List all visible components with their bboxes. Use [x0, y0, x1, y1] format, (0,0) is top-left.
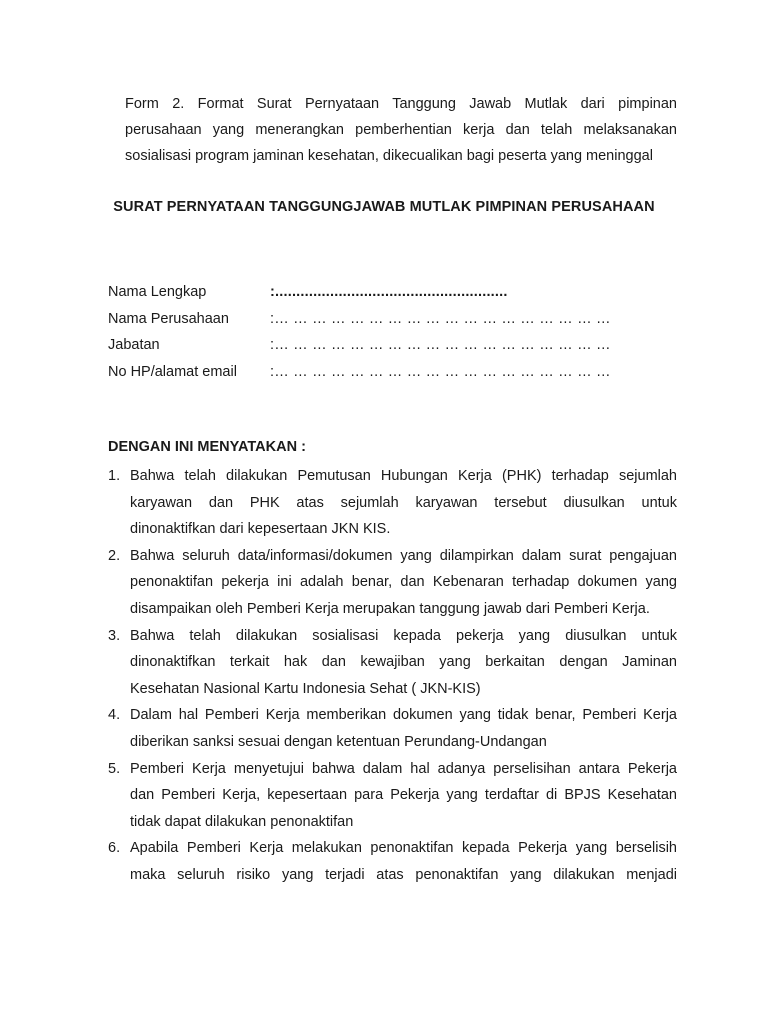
intro-line: Form 2. Format Surat Pernyataan Tanggung Jawab Mutlak dari pimpinan [125, 96, 677, 112]
list-line: Kesehatan Nasional Kartu Indonesia Sehat ( JKN-KIS) [130, 680, 481, 697]
field-value-blank: :… … … … … … … … … … … … … … … … … … [270, 337, 611, 354]
list-line: penonaktifan pekerja ini adalah benar, dan Kebenaran terhadap dokumen yang [130, 574, 677, 591]
list-number: 6. [108, 840, 121, 857]
list-line: diberikan sanksi sesuai dengan ketentuan Perundang-Undangan [130, 733, 547, 750]
identity-fields [108, 279, 668, 385]
list-number: 4. [108, 707, 121, 724]
list-number: 3. [108, 627, 121, 644]
field-label: Jabatan [108, 337, 160, 354]
intro-paragraph [125, 91, 677, 169]
list-item [108, 756, 677, 836]
list-item [108, 835, 677, 888]
list-line: Bahwa telah dilakukan Pemutusan Hubungan Kerja (PHK) terhadap sejumlah [130, 468, 677, 484]
list-line: disampaikan oleh Pemberi Kerja merupakan tanggung jawab dari Pemberi Kerja. [130, 600, 650, 617]
field-label: Nama Perusahaan [108, 310, 229, 327]
field-value-blank: :… … … … … … … … … … … … … … … … … … [270, 310, 611, 327]
list-text [130, 463, 677, 543]
field-value-blank: :....................................................... [270, 284, 508, 301]
document-title: SURAT PERNYATAAN TANGGUNGJAWAB MUTLAK PIMPINAN PERUSAHAAN [113, 199, 655, 215]
list-text [130, 702, 677, 755]
field-row-no-hp-email [108, 359, 668, 386]
field-label: Nama Lengkap [108, 284, 207, 301]
list-item [108, 463, 677, 543]
list-line: dinonaktifkan terkait hak dan kewajiban yang berkaitan dengan Jaminan [130, 654, 677, 671]
statement-heading: DENGAN INI MENYATAKAN : [108, 439, 306, 455]
statement-list [108, 463, 677, 889]
field-label: No HP/alamat email [108, 363, 237, 380]
field-value-blank: :… … … … … … … … … … … … … … … … … … [270, 363, 611, 380]
intro-line: sosialisasi program jaminan kesehatan, dikecualikan bagi peserta yang meninggal [125, 148, 653, 164]
list-line: Pemberi Kerja menyetujui bahwa dalam hal adanya perselisihan antara Pekerja [130, 760, 677, 777]
list-number: 1. [108, 468, 121, 484]
list-text [130, 623, 677, 703]
list-line: Dalam hal Pemberi Kerja memberikan dokumen yang tidak benar, Pemberi Kerja [130, 707, 677, 724]
list-item [108, 543, 677, 623]
intro-line: perusahaan yang menerangkan pemberhentian kerja dan telah melaksanakan [125, 122, 677, 138]
list-item [108, 702, 677, 755]
list-number: 2. [108, 547, 121, 564]
list-line: Bahwa seluruh data/informasi/dokumen yang dilampirkan dalam surat pengajuan [130, 547, 677, 564]
list-text [130, 835, 677, 888]
list-line: Bahwa telah dilakukan sosialisasi kepada pekerja yang diusulkan untuk [130, 627, 677, 644]
list-line: tidak dapat dilakukan penonaktifan [130, 813, 354, 830]
field-row-nama-perusahaan [108, 306, 668, 333]
list-line: dan Pemberi Kerja, kepesertaan para Pekerja yang terdaftar di BPJS Kesehatan [130, 787, 677, 804]
list-line: dinonaktifkan dari kepesertaan JKN KIS. [130, 521, 391, 538]
list-number: 5. [108, 760, 121, 777]
field-row-nama-lengkap [108, 279, 668, 306]
field-row-jabatan [108, 332, 668, 359]
list-text [130, 543, 677, 623]
list-item [108, 623, 677, 703]
list-text [130, 756, 677, 836]
list-line: karyawan dan PHK atas sejumlah karyawan tersebut diusulkan untuk [130, 494, 677, 511]
list-line: maka seluruh risiko yang terjadi atas penonaktifan yang dilakukan menjadi [130, 866, 677, 883]
list-line: Apabila Pemberi Kerja melakukan penonaktifan kepada Pekerja yang berselisih [130, 840, 677, 857]
